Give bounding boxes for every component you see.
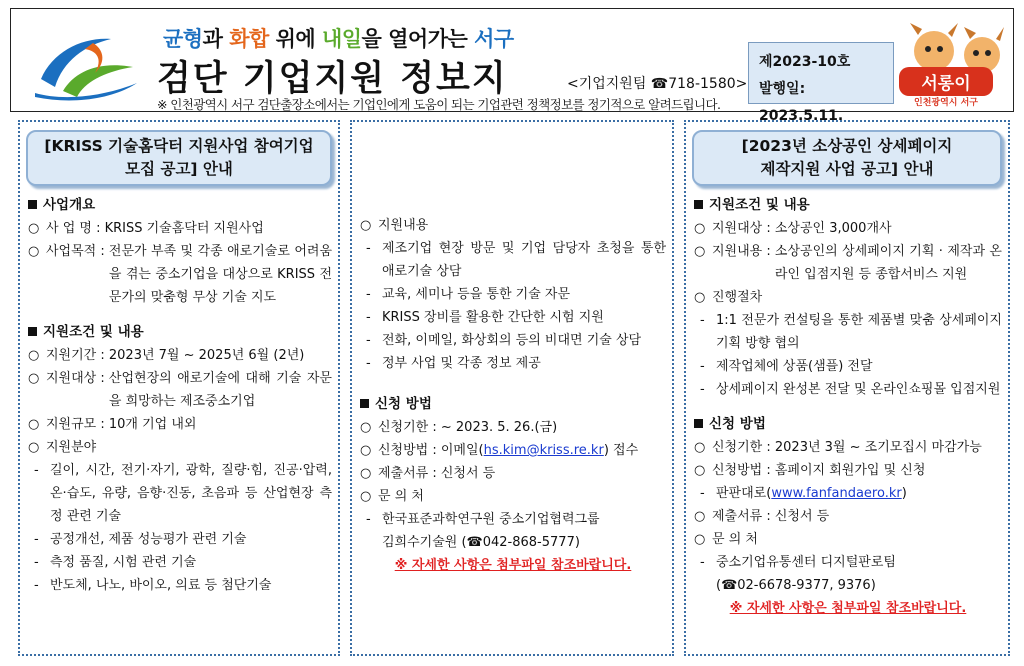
- sub-item: - 공정개선, 제품 성능평가 관련 기술: [34, 532, 247, 547]
- list-item: ○ 제출서류 : 신청서 등: [694, 509, 830, 524]
- column-kriss: [18, 120, 340, 656]
- section-title-small-business: [2023년 소상공인 상세페이지 제작지원 사업 공고] 안내: [692, 130, 1002, 186]
- sub-item: - KRISS 장비를 활용한 간단한 시험 지원: [366, 310, 604, 325]
- sub-item: - 전화, 이메일, 화상회의 등의 비대면 기술 상담: [366, 333, 642, 348]
- list-item: ○ 제출서류 : 신청서 등: [360, 466, 496, 481]
- list-item: ○ 사 업 명 : KRISS 기술홈닥터 지원사업: [28, 221, 264, 236]
- issue-box: [748, 42, 894, 124]
- page-title: 검단 기업지원 정보지: [157, 59, 508, 99]
- issue-number: 제2023-10호: [759, 54, 851, 70]
- section-heading: 신청 방법: [360, 393, 666, 416]
- list-item: ○ 지원분야: [28, 440, 97, 455]
- header-note: ※ 인천광역시 서구 검단출장소에서는 기업인에게 도움이 되는 기업관련 정책정보를 정기적으로 알려드립니다.: [157, 97, 721, 112]
- contact-line: 김희수기술원 (☎042-868-5777): [382, 535, 580, 550]
- issue-date: 발행일: 2023.5.11.: [759, 81, 844, 124]
- square-bullet-icon: [694, 200, 703, 209]
- sub-item: - 중소기업유통센터 디지털판로팀: [700, 555, 896, 570]
- sub-item: - 측정 품질, 시험 관련 기술: [34, 555, 197, 570]
- list-item: ○ 지원대상 : 소상공인 3,000개사: [694, 221, 892, 236]
- list-item: ○ 지원내용: [360, 218, 429, 233]
- column-small-business: [684, 120, 1010, 656]
- list-item: ○ 지원내용 : 소상공인의 상세페이지 기획 · 제작과 온라인 입점지원 등 종합서비스 지원: [694, 244, 1002, 282]
- small-business-content: [694, 192, 1002, 620]
- sub-item: - 제조기업 현장 방문 및 기업 담당자 초청을 통한 애로기술 상담: [366, 241, 666, 279]
- square-bullet-icon: [28, 327, 37, 336]
- list-item: ○ 신청방법 : 이메일(hs.kim@kriss.re.kr) 접수: [360, 443, 639, 458]
- email-link[interactable]: hs.kim@kriss.re.kr: [483, 443, 604, 458]
- sub-item: - 1:1 전문가 컨설팅을 통한 제품별 맞춤 상세페이지 기획 방향 협의: [700, 313, 1002, 351]
- mascot-sub: 인천광역시 서구: [914, 98, 978, 108]
- list-item: ○ 지원규모 : 10개 기업 내외: [28, 417, 197, 432]
- list-item: ○ 진행절차: [694, 290, 763, 305]
- sub-item: - 교육, 세미나 등을 통한 기술 자문: [366, 287, 571, 302]
- attachment-notice: ※ 자세한 사항은 첨부파일 참조바랍니다.: [394, 558, 632, 573]
- sub-item: - 길이, 시간, 전기·자기, 광학, 질량·힘, 진공·압력, 온·습도, 유량, 음향·진동, 초음파 등 산업현장 측정 관련 기술: [34, 463, 332, 524]
- header: [10, 8, 1014, 124]
- square-bullet-icon: [28, 200, 37, 209]
- kriss-cont-content: [360, 214, 666, 577]
- sub-item: - 반도체, 나노, 바이오, 의료 등 첨단기술: [34, 578, 272, 593]
- list-item: ○ 문 의 처: [360, 489, 424, 504]
- section-heading: 지원조건 및 내용: [694, 194, 1002, 217]
- list-item: ○ 사업목적 : 전문가 부족 및 각종 애로기술로 어려움을 겪는 중소기업을 대상으로 KRISS 전문가의 맞춤형 무상 기술 지도: [28, 244, 332, 305]
- seo-gu-logo-icon: [33, 31, 141, 101]
- sub-item: - 상세페이지 완성본 전달 및 온라인쇼핑몰 입점지원: [700, 382, 1001, 397]
- list-item: ○ 지원대상 : 산업현장의 애로기술에 대해 기술 자문을 희망하는 제조중소기업: [28, 371, 332, 409]
- list-item: ○ 신청기한 : ~ 2023. 5. 26.(금): [360, 420, 558, 435]
- list-item: ○ 지원기간 : 2023년 7월 ~ 2025년 6월 (2년): [28, 348, 305, 363]
- square-bullet-icon: [694, 419, 703, 428]
- sub-item: - 제작업체에 상품(샘플) 전달: [700, 359, 873, 374]
- mascot-name: 서롱이: [899, 67, 993, 96]
- column-kriss-cont: [350, 120, 674, 656]
- sub-item: - 판판대로(www.fanfandaero.kr): [700, 486, 907, 501]
- kriss-content: [28, 192, 332, 597]
- list-item: ○ 신청기한 : 2023년 3월 ~ 조기모집시 마감가능: [694, 440, 982, 455]
- section-heading: 신청 방법: [694, 413, 1002, 436]
- attachment-notice: ※ 자세한 사항은 첨부파일 참조바랍니다.: [729, 601, 967, 616]
- list-item: ○ 문 의 처: [694, 532, 758, 547]
- slogan: 균형과 화합 위에 내일을 열어가는 서구: [163, 27, 514, 51]
- list-item: ○ 신청방법 : 홈페이지 회원가입 및 신청: [694, 463, 926, 478]
- contact-line: (☎02-6678-9377, 9376): [716, 578, 876, 593]
- section-heading: 지원조건 및 내용: [28, 321, 332, 344]
- square-bullet-icon: [360, 399, 369, 408]
- sub-item: - 한국표준과학연구원 중소기업협력그룹: [366, 512, 600, 527]
- fanfandaero-link[interactable]: www.fanfandaero.kr: [771, 486, 902, 501]
- sub-item: - 정부 사업 및 각종 정보 제공: [366, 356, 541, 371]
- contact-team: <기업지원팀 ☎718-1580>: [567, 76, 748, 92]
- section-title-kriss: [KRISS 기술홈닥터 지원사업 참여기업 모집 공고] 안내: [26, 130, 332, 186]
- section-heading: 사업개요: [28, 194, 332, 217]
